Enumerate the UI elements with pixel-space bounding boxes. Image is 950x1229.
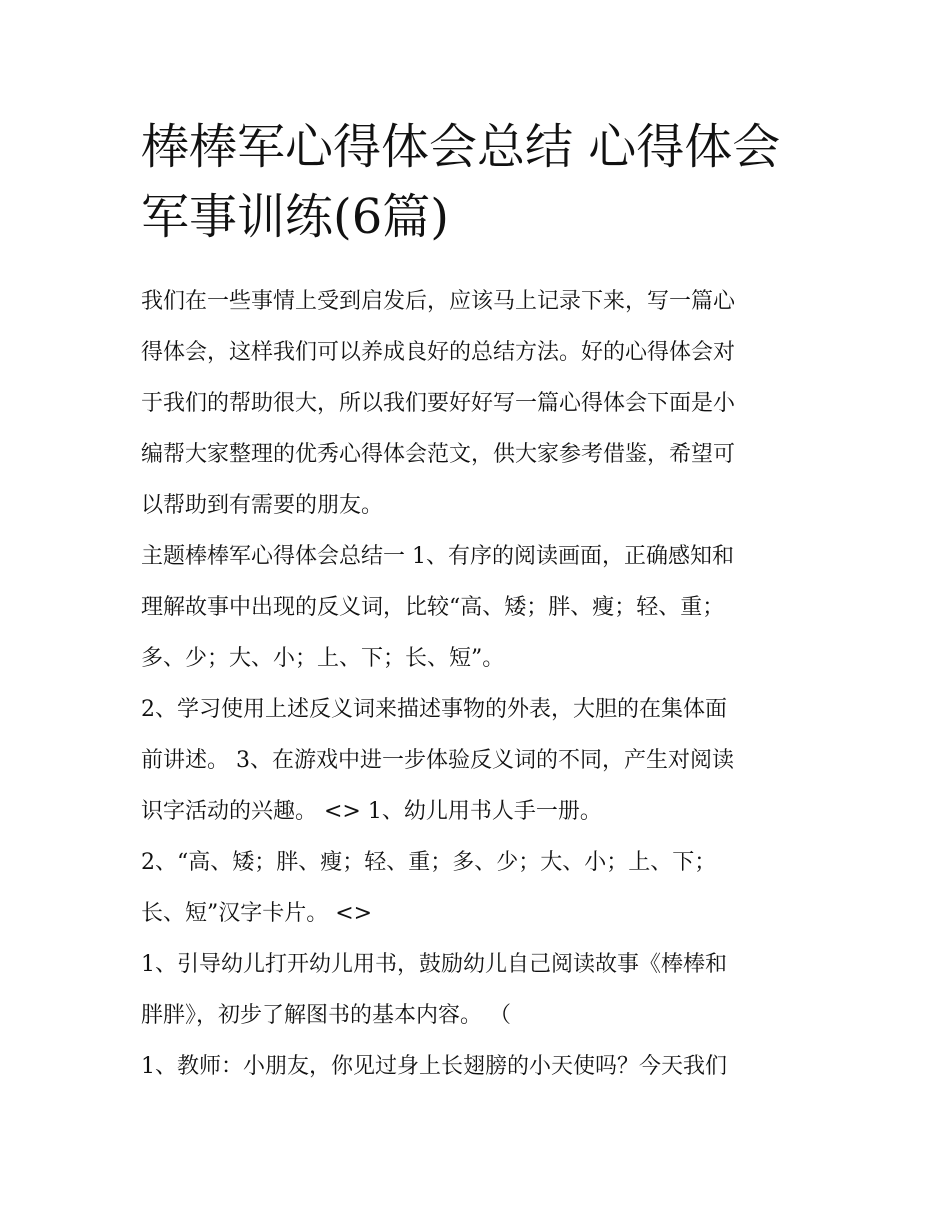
- title-line-1: 棒棒军心得体会总结 心得体会: [141, 119, 781, 175]
- body-line: 胖胖》，初步了解图书的基本内容。 （: [141, 1003, 511, 1028]
- body-line: 多、少；大、小；上、下；长、短”。: [141, 646, 505, 671]
- body-line: 以帮助到有需要的朋友。: [141, 493, 384, 518]
- body-line: 长、短”汉字卡片。 <>: [141, 901, 373, 926]
- body-line: 识字活动的兴趣。 <> 1、幼儿用书人手一册。: [141, 799, 602, 824]
- document-title: [141, 112, 841, 252]
- body-line: 得体会，这样我们可以养成良好的总结方法。好的心得体会对: [141, 340, 736, 365]
- body-line: 2、“高、矮；胖、瘦；轻、重；多、少；大、小；上、下；: [141, 850, 717, 875]
- document-body: [141, 278, 841, 1094]
- body-line: 于我们的帮助很大，所以我们要好好写一篇心得体会下面是小: [141, 391, 736, 416]
- title-line-2: 军事训练(6篇): [141, 189, 449, 245]
- body-line: 理解故事中出现的反义词，比较“高、矮；胖、瘦；轻、重；: [141, 595, 725, 620]
- body-line: 前讲述。 3、在游戏中进一步体验反义词的不同，产生对阅读: [141, 748, 734, 773]
- body-line: 1、引导幼儿打开幼儿用书，鼓励幼儿自己阅读故事《棒棒和: [141, 952, 727, 977]
- body-line: 我们在一些事情上受到启发后，应该马上记录下来，写一篇心: [141, 289, 736, 314]
- body-line: 编帮大家整理的优秀心得体会范文，供大家参考借鉴，希望可: [141, 442, 736, 467]
- body-line: 1、教师：小朋友，你见过身上长翅膀的小天使吗？今天我们: [141, 1054, 727, 1079]
- body-line: 主题棒棒军心得体会总结一 1、有序的阅读画面，正确感知和: [141, 544, 734, 569]
- body-line: 2、学习使用上述反义词来描述事物的外表，大胆的在集体面: [141, 697, 727, 722]
